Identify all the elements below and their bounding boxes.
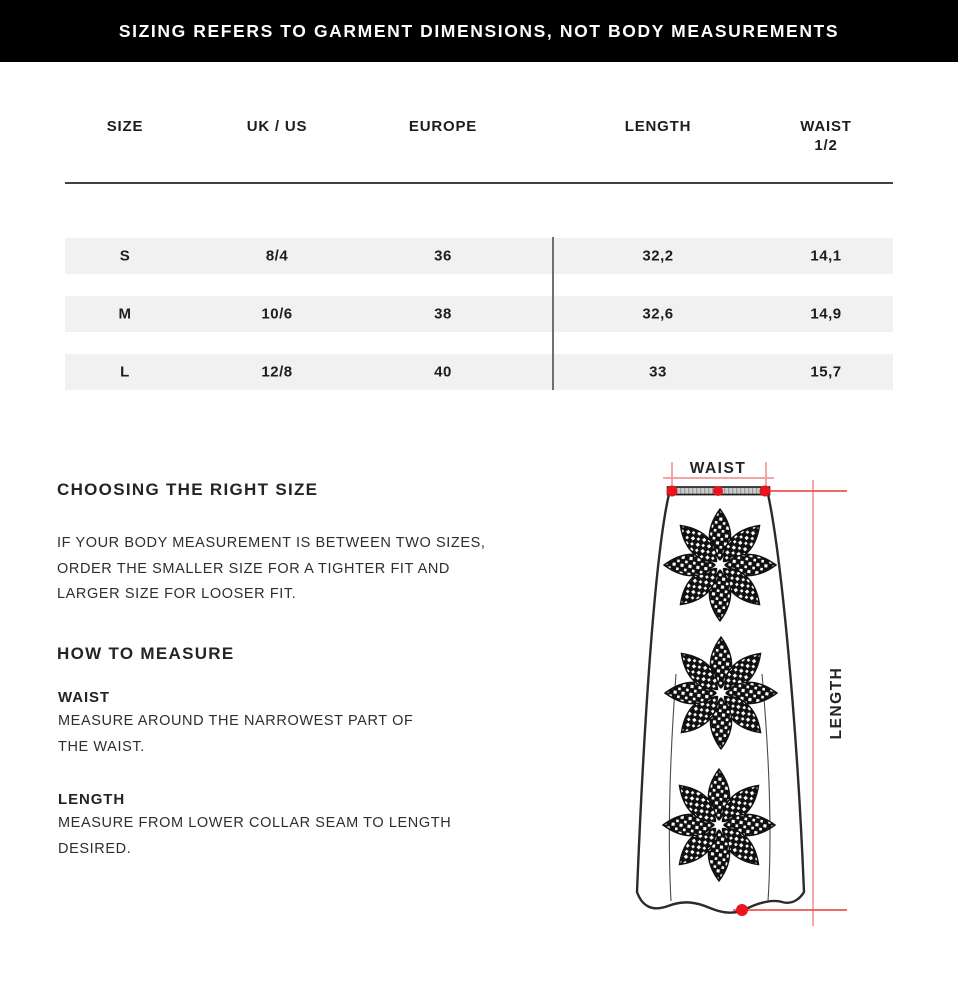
sizing-note-banner [0, 0, 958, 62]
diagram-waist-label: WAIST [689, 460, 747, 477]
body-line: ORDER THE SMALLER SIZE FOR A TIGHTER FIT AND [57, 560, 450, 577]
table-cell: S [119, 247, 131, 265]
measure-length-text [58, 811, 451, 862]
table-cell: 10/6 [261, 305, 293, 323]
marker-dot [736, 904, 748, 916]
column-header-europe: EUROPE [408, 118, 478, 135]
body-line: IF YOUR BODY MEASUREMENT IS BETWEEN TWO SIZES, [57, 535, 486, 551]
table-cell: 15,7 [810, 363, 842, 381]
body-line: LARGER SIZE FOR LOOSER FIT. [57, 586, 297, 602]
skirt-measurement-diagram [600, 440, 958, 986]
table-cell: 8/4 [265, 247, 289, 265]
table-cell: 36 [434, 247, 452, 265]
diagram-length-label: LENGTH [828, 666, 845, 740]
table-cell: 14,1 [810, 247, 842, 265]
body-line: DESIRED. [58, 840, 132, 857]
size-table-header-row [65, 118, 893, 158]
measure-waist-label: WAIST [58, 689, 110, 706]
table-cell: 32,6 [642, 305, 674, 323]
table-cell: 14,9 [810, 305, 842, 323]
body-line: MEASURE FROM LOWER COLLAR SEAM TO LENGTH [58, 815, 452, 831]
table-cell: 12/8 [261, 363, 293, 381]
marker-dot [713, 486, 723, 496]
column-header-waist: WAIST [800, 118, 852, 135]
column-header-size: SIZE [106, 118, 144, 135]
table-header-rule [65, 182, 893, 184]
table-cell: 38 [434, 305, 452, 323]
column-header-waist-sub: 1/2 [814, 137, 838, 154]
table-cell: 32,2 [642, 247, 674, 265]
how-to-measure-title: HOW TO MEASURE [57, 644, 235, 663]
flower-motif [663, 769, 775, 881]
table-cell: 40 [434, 363, 452, 381]
table-row-m [65, 296, 893, 332]
column-header-uk-us: UK / US [246, 118, 308, 135]
body-line: THE WAIST. [58, 738, 145, 755]
marker-dot [667, 486, 678, 497]
table-row-l [65, 354, 893, 390]
column-header-length: LENGTH [624, 118, 692, 135]
sizing-note-text: SIZING REFERS TO GARMENT DIMENSIONS, NOT BODY MEASUREMENTS [118, 20, 840, 41]
flower-motif [665, 637, 777, 749]
table-column-divider-line [552, 237, 554, 390]
marker-dot [760, 486, 771, 497]
table-cell: L [120, 363, 130, 381]
choosing-size-title: CHOOSING THE RIGHT SIZE [57, 480, 319, 499]
body-line: MEASURE AROUND THE NARROWEST PART OF [58, 713, 414, 729]
table-row-s [65, 238, 893, 274]
table-cell: 33 [649, 363, 667, 381]
flower-motif [664, 509, 776, 621]
table-cell: M [118, 305, 132, 323]
measure-length-label: LENGTH [58, 791, 126, 808]
measure-waist-text [58, 709, 413, 760]
choosing-size-body [57, 531, 486, 608]
